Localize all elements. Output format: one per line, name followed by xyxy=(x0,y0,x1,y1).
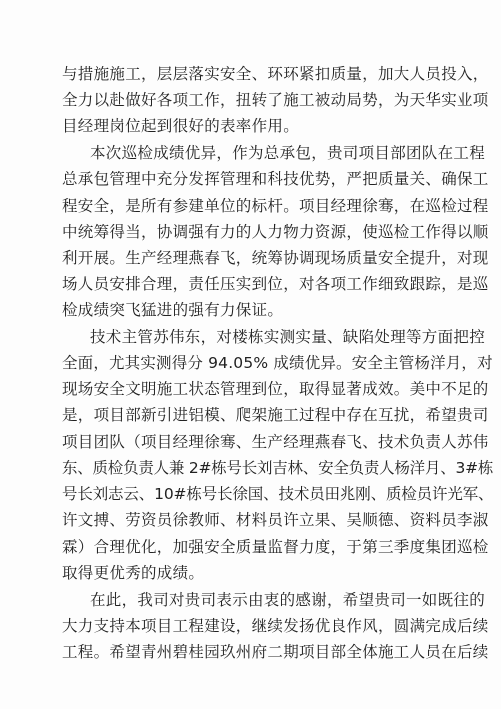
text-line: 项目团队（项目经理徐骞、生产经理燕春飞、技术负责人苏伟 xyxy=(62,433,489,451)
text-line: 许文搏、劳资员徐教师、材料员许立果、吴顺德、资料员李淑 xyxy=(62,511,489,529)
text-line: 程安全，是所有参建单位的标杆。项目经理徐骞，在巡检过程 xyxy=(62,197,489,215)
text-line: 总承包管理中充分发挥管理和科技优势，严把质量关、确保工 xyxy=(62,170,489,188)
text-line: 现场安全文明施工状态管理到位，取得显著成效。美中不足的 xyxy=(62,380,489,398)
text-line: 大力支持本项目工程建设，继续发扬优良作风，圆满完成后续 xyxy=(62,617,489,635)
text-line: 全面，尤其实测得分 94.05% 成绩优异。安全主管杨洋月，对 xyxy=(62,354,493,372)
text-line: 与措施施工，层层落实安全、环环紧扣质量，加大人员投入， xyxy=(62,65,489,83)
paragraph-first-line: 技术主管苏伟东，对楼栋实测实量、缺陷处理等方面把控 xyxy=(90,328,486,346)
text-line: 场人员安排合理，责任压实到位，对各项工作细致跟踪，是巡 xyxy=(62,275,489,293)
paragraph-first-line: 本次巡检成绩优异，作为总承包，贵司项目部团队在工程 xyxy=(90,144,486,162)
text-line: 检成绩突飞猛进的强有力保证。 xyxy=(62,301,284,319)
text-line: 全力以赴做好各项工作，扭转了施工被动局势，为天华实业项 xyxy=(62,91,489,109)
text-line: 利开展。生产经理燕春飞，统筹协调现场质量安全提升，对现 xyxy=(62,249,489,267)
text-line: 取得更优秀的成绩。 xyxy=(62,564,205,582)
paragraph-first-line: 在此，我司对贵司表示由衷的感谢，希望贵司一如既往的 xyxy=(90,591,486,609)
text-line: 是，项目部新引进铝模、爬架施工过程中存在互扰，希望贵司 xyxy=(62,406,489,424)
text-line: 目经理岗位起到很好的表率作用。 xyxy=(62,117,300,135)
text-line: 中统筹得当，协调强有力的人力物力资源，使巡检工作得以顺 xyxy=(62,223,489,241)
text-line: 号长刘志云、10#栋号长徐国、技术员田兆刚、质检员许光军、 xyxy=(62,485,494,503)
text-line: 东、质检负责人兼 2#栋号长刘吉林、安全负责人杨洋月、3#栋 xyxy=(62,459,494,477)
text-line: 工程。希望青州碧桂园玖州府二期项目部全体施工人员在后续 xyxy=(62,643,489,661)
text-line: 霖）合理优化，加强安全质量监督力度，于第三季度集团巡检 xyxy=(62,538,489,556)
